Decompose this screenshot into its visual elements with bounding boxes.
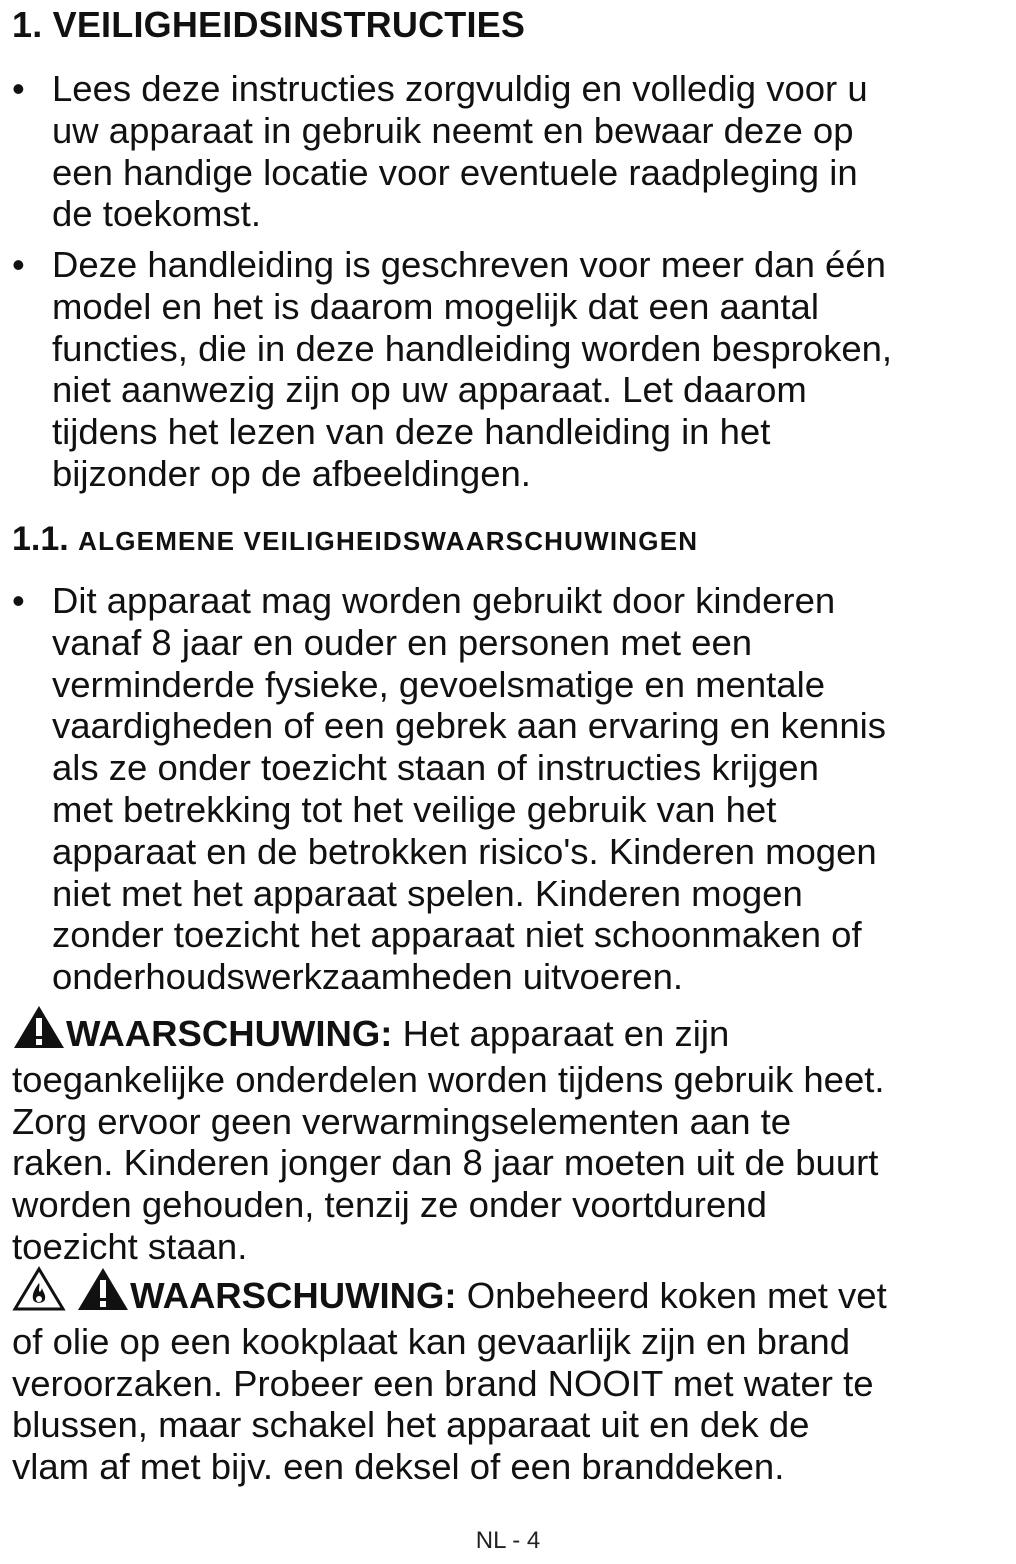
warning-triangle-icon [12, 1004, 66, 1059]
text-line: tijdens het lezen van deze handleiding in het [52, 411, 771, 453]
text-line: niet aanwezig zijn op uw apparaat. Let daarom [52, 369, 807, 411]
bullet-item [12, 244, 1012, 495]
text-line: toezicht staan. [12, 1225, 248, 1267]
bullet-text [52, 68, 1012, 235]
warning-keyword: WAARSCHUWING: [130, 1275, 457, 1316]
text-line: uw apparaat in gebruik neemt en bewaar deze op [52, 109, 854, 151]
text-line: toegankelijke onderdelen worden tijdens gebruik heet. [12, 1058, 885, 1100]
text-line: vanaf 8 jaar en ouder en personen met een [52, 621, 753, 663]
warning-triangle-icon [76, 1266, 130, 1321]
text-line: onderhoudswerkzaamheden uitvoeren. [52, 956, 684, 998]
bullet-marker: • [12, 580, 25, 621]
text-line: niet met het apparaat spelen. Kinderen mogen [52, 872, 803, 914]
warning-text: Het apparaat en zijn [392, 1013, 730, 1054]
page-number: NL - 4 [475, 1527, 541, 1554]
subsection-heading [12, 519, 698, 561]
warning-block [12, 1266, 1012, 1488]
text-line: worden gehouden, tenzij ze onder voortdurend [12, 1184, 767, 1226]
text-line: zonder toezicht het apparaat niet schoonmaken of [52, 914, 862, 956]
warning-keyword: WAARSCHUWING: [66, 1013, 393, 1054]
bullet-marker: • [12, 244, 25, 285]
text-line: Deze handleiding is geschreven voor meer dan één [52, 244, 886, 285]
subsection-number: 1.1. [12, 520, 69, 558]
text-line: functies, die in deze handleiding worden besproken, [52, 327, 893, 369]
warning-first-line [12, 1266, 1012, 1321]
bullet-text [52, 244, 1012, 495]
section-heading: 1. VEILIGHEIDSINSTRUCTIES [12, 4, 526, 45]
bullet-text [52, 580, 1012, 998]
text-line: veroorzaken. Probeer een brand NOOIT met water te [12, 1362, 874, 1404]
text-line: als ze onder toezicht staan of instructies krijgen [52, 747, 819, 789]
text-line: Lees deze instructies zorgvuldig en volledig voor u [52, 68, 868, 109]
text-line: bijzonder op de afbeeldingen. [52, 452, 531, 494]
text-line: verminderde fysieke, gevoelsmatige en mentale [52, 663, 825, 705]
text-line: blussen, maar schakel het apparaat uit en dek de [12, 1404, 810, 1446]
text-line: Zorg ervoor geen verwarmingselementen aan te [12, 1100, 792, 1142]
text-line: of olie op een kookplaat kan gevaarlijk zijn en brand [12, 1320, 851, 1362]
subsection-title: ALGEMENE VEILIGHEIDSWAARSCHUWINGEN [78, 526, 699, 556]
text-line: apparaat en de betrokken risico's. Kinderen mogen [52, 830, 877, 872]
text-line: vaardigheden of een gebrek aan ervaring en kennis [52, 705, 887, 747]
text-line: raken. Kinderen jonger dan 8 jaar moeten uit de buurt [12, 1142, 879, 1184]
fire-hazard-icon [12, 1266, 66, 1321]
text-line: model en het is daarom mogelijk dat een aantal [52, 285, 819, 327]
text-line: de toekomst. [52, 193, 261, 235]
text-line: Dit apparaat mag worden gebruikt door kinderen [52, 580, 836, 621]
bullet-marker: • [12, 68, 25, 109]
text-line: vlam af met bijv. een deksel of een branddeken. [12, 1446, 785, 1488]
bullet-item [12, 68, 1012, 235]
warning-first-line [12, 1004, 1012, 1059]
warning-block [12, 1004, 1012, 1268]
bullet-item [12, 580, 1012, 998]
text-line: een handige locatie voor eventuele raadpleging in [52, 151, 858, 193]
warning-text: Onbeheerd koken met vet [456, 1275, 887, 1316]
text-line: met betrekking tot het veilige gebruik van het [52, 788, 777, 830]
